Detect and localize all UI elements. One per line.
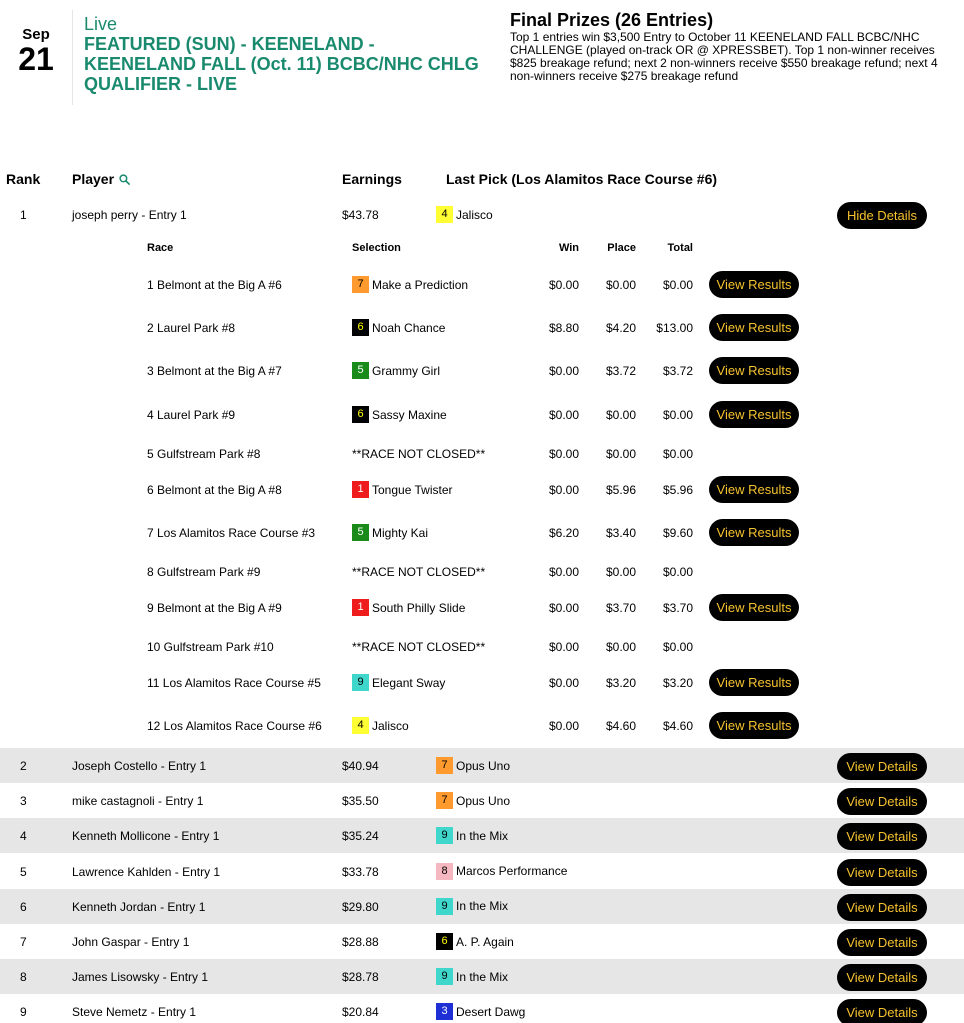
contest-title: FEATURED (SUN) - KEENELAND - KEENELAND FALL (Oct. 11) BCBC/NHC CHLG QUALIFIER - LIVE [84,34,479,94]
total-amount: $4.60 [662,719,693,733]
earnings-cell: $29.80 [342,899,379,914]
player-name: Lawrence Kahlden - Entry 1 [72,864,221,879]
win-amount: $0.00 [548,447,579,461]
detail-row [0,267,964,303]
date-month: Sep [22,26,50,43]
race-name: 7 Los Alamitos Race Course #3 [147,526,316,540]
view-details-button[interactable]: View Details [837,753,927,780]
leaderboard-row [0,959,964,994]
win-amount: $0.00 [548,408,579,422]
view-results-button[interactable]: View Results [709,712,799,739]
view-results-wrap [709,594,799,621]
post-position-badge: 7 [352,276,369,293]
view-details-button[interactable]: View Details [837,894,927,921]
view-details-button[interactable]: View Details [837,788,927,815]
leaderboard-row [0,994,964,1023]
player-name: James Lisowsky - Entry 1 [72,970,209,985]
view-results-button[interactable]: View Results [709,357,799,384]
view-results-wrap [709,712,799,739]
view-details-button[interactable]: View Details [837,964,927,991]
place-amount: $3.70 [605,601,636,615]
selection [352,481,453,498]
total-amount: $0.00 [662,278,693,292]
leaderboard-row [0,889,964,924]
horse-name: Make a Prediction [372,277,469,292]
view-results-wrap [709,669,799,696]
selection [352,319,445,336]
place-amount: $0.00 [605,408,636,422]
win-amount: $0.00 [548,719,579,733]
post-position-badge: 6 [436,933,453,950]
col-header-player [72,171,130,187]
last-pick [436,206,493,223]
detail-row [0,629,964,665]
selection [352,674,445,691]
total-amount: $9.60 [662,526,693,540]
details-col-race: Race [147,242,174,254]
place-amount: $3.20 [605,676,636,690]
detail-row [0,665,964,701]
view-results-button[interactable]: View Results [709,476,799,503]
win-amount: $0.00 [548,483,579,497]
view-details-wrap [837,823,927,850]
view-details-wrap [837,999,927,1023]
earnings-cell: $35.50 [342,794,379,809]
last-pick [436,968,508,985]
total-amount: $0.00 [662,447,693,461]
detail-row [0,515,964,551]
horse-name: Sassy Maxine [372,407,447,422]
race-name: 5 Gulfstream Park #8 [147,447,261,461]
earnings-cell: $33.78 [342,864,379,879]
leaderboard-row [0,924,964,959]
prizes-text: Top 1 entries win $3,500 Entry to October 11 KEENELAND FALL BCBC/NHC CHALLENGE (played on-track OR @ XPRESSBET). Top 1 non-winner receives $825 breakage refund; next 2 non-winners receive $550 breakage refund; next 4 non-winners receive $275 breakage refund [510,30,938,83]
post-position-badge: 5 [352,362,369,379]
horse-name: Elegant Sway [372,675,446,690]
col-header-last-pick: Last Pick (Los Alamitos Race Course #6) [446,171,718,187]
selection [352,406,447,423]
race-name: 1 Belmont at the Big A #6 [147,278,282,292]
view-details-wrap [837,788,927,815]
rank-cell: 2 [20,759,27,773]
post-position-badge: 1 [352,481,369,498]
race-name: 4 Laurel Park #9 [147,408,236,422]
contest-header [84,14,484,94]
total-amount: $13.00 [656,321,693,335]
detail-row [0,554,964,590]
details-col-place: Place [607,242,636,254]
horse-name: Jalisco [372,718,409,733]
horse-name: Opus Uno [456,758,511,773]
view-details-wrap [837,964,927,991]
col-header-earnings: Earnings [342,171,402,187]
earnings-cell: $40.94 [342,759,379,773]
rank-cell: 6 [20,899,27,914]
total-amount: $3.72 [662,364,693,378]
rank-cell: 3 [20,794,27,809]
prizes-block [510,10,940,83]
total-amount: $3.70 [662,601,693,615]
last-pick [436,933,514,950]
view-results-button[interactable]: View Results [709,669,799,696]
post-position-badge: 6 [352,319,369,336]
horse-name: Opus Uno [456,793,511,808]
post-position-badge: 8 [436,863,453,880]
player-name: joseph perry - Entry 1 [72,208,187,222]
place-amount: $5.96 [605,483,636,497]
leaderboard-row [0,783,964,818]
horse-name: A. P. Again [456,934,514,949]
view-results-button[interactable]: View Results [709,594,799,621]
total-amount: $0.00 [662,408,693,422]
detail-row [0,590,964,626]
post-position-badge: 6 [352,406,369,423]
selection [352,276,468,293]
detail-row [0,472,964,508]
view-details-button[interactable]: View Details [837,823,927,850]
earnings-cell: $28.88 [342,935,379,949]
leaderboard-row [0,854,964,889]
contest-status: Live [84,14,118,34]
view-results-wrap [709,271,799,298]
horse-name: In the Mix [456,828,509,843]
win-amount: $0.00 [548,601,579,615]
win-amount: $6.20 [548,526,579,540]
rank-cell: 7 [20,935,27,949]
selection [352,599,465,616]
last-pick [436,898,508,915]
view-results-wrap [709,314,799,341]
detail-row [0,708,964,744]
post-position-badge: 5 [352,524,369,541]
race-not-closed: **RACE NOT CLOSED** [352,565,486,579]
race-name: 12 Los Alamitos Race Course #6 [147,719,322,733]
win-amount: $0.00 [548,640,579,654]
win-amount: $0.00 [548,676,579,690]
total-amount: $0.00 [662,565,693,579]
earnings-cell: $35.24 [342,829,379,844]
details-col-total: Total [667,242,693,254]
view-details-wrap [837,753,927,780]
leaderboard-row-expanded [0,197,964,232]
post-position-badge: 9 [436,968,453,985]
horse-name: Marcos Performance [456,864,568,879]
rank-cell: 9 [20,1005,27,1020]
view-results-wrap [709,476,799,503]
view-results-wrap [709,401,799,428]
race-name: 9 Belmont at the Big A #9 [147,601,282,615]
win-amount: $0.00 [548,565,579,579]
detail-row [0,397,964,433]
rank-cell: 8 [20,970,27,985]
last-pick [436,757,510,774]
race-not-closed: **RACE NOT CLOSED** [352,640,486,654]
place-amount: $0.00 [605,640,636,654]
place-amount: $3.72 [605,364,636,378]
last-pick [436,863,567,880]
detail-row [0,353,964,389]
rank-cell: 1 [20,208,27,222]
last-pick [436,1003,525,1020]
view-details-wrap [837,929,927,956]
view-results-button[interactable]: View Results [709,401,799,428]
horse-name: Noah Chance [372,320,446,335]
view-details-button[interactable]: View Details [837,859,927,886]
leaderboard-row [0,818,964,853]
prizes-title: Final Prizes (26 Entries) [510,10,714,30]
win-amount: $8.80 [548,321,579,335]
date-day: 21 [18,41,54,77]
view-details-wrap [837,894,927,921]
race-name: 8 Gulfstream Park #9 [147,565,261,579]
place-amount: $0.00 [605,565,636,579]
race-name: 6 Belmont at the Big A #8 [147,483,282,497]
post-position-badge: 9 [436,898,453,915]
place-amount: $0.00 [605,278,636,292]
post-position-badge: 9 [436,827,453,844]
player-name: Steve Nemetz - Entry 1 [72,1005,197,1020]
view-details-button[interactable]: View Details [837,999,927,1023]
place-amount: $4.60 [605,719,636,733]
horse-name: South Philly Slide [372,600,466,615]
post-position-badge: 4 [436,206,453,223]
selection [352,524,428,541]
earnings-cell: $20.84 [342,1005,379,1020]
player-name: Kenneth Jordan - Entry 1 [72,899,206,914]
leaderboard-row [0,748,964,783]
view-results-button[interactable]: View Results [709,519,799,546]
win-amount: $0.00 [548,278,579,292]
earnings-cell: $28.78 [342,970,379,985]
details-col-selection: Selection [352,242,401,254]
detail-row [0,436,964,472]
last-pick [436,792,510,809]
col-header-player-label: Player [72,171,115,187]
race-not-closed: **RACE NOT CLOSED** [352,447,486,461]
race-name: 10 Gulfstream Park #10 [147,640,274,654]
view-details-button[interactable]: View Details [837,929,927,956]
view-results-button[interactable]: View Results [709,314,799,341]
horse-name: In the Mix [456,969,509,984]
total-amount: $5.96 [662,483,693,497]
rank-cell: 4 [20,829,27,844]
post-position-badge: 9 [352,674,369,691]
rank-cell: 5 [20,864,27,879]
post-position-badge: 7 [436,792,453,809]
horse-name: Grammy Girl [372,363,440,378]
earnings-cell: $43.78 [342,208,379,222]
horse-name: Desert Dawg [456,1004,526,1019]
post-position-badge: 1 [352,599,369,616]
selection [352,362,440,379]
player-name: mike castagnoli - Entry 1 [72,794,204,809]
race-name: 2 Laurel Park #8 [147,321,236,335]
race-name: 11 Los Alamitos Race Course #5 [147,676,321,690]
post-position-badge: 4 [352,717,369,734]
col-header-rank: Rank [6,171,41,187]
horse-name: Tongue Twister [372,482,453,497]
player-name: Joseph Costello - Entry 1 [72,759,207,773]
race-name: 3 Belmont at the Big A #7 [147,364,282,378]
title-divider [72,10,73,105]
search-icon[interactable] [119,174,130,185]
total-amount: $0.00 [662,640,693,654]
view-details-wrap [837,859,927,886]
place-amount: $4.20 [605,321,636,335]
win-amount: $0.00 [548,364,579,378]
detail-row [0,310,964,346]
player-name: John Gaspar - Entry 1 [72,935,190,949]
horse-name: In the Mix [456,899,509,914]
total-amount: $3.20 [662,676,693,690]
date-block [0,26,72,75]
place-amount: $3.40 [605,526,636,540]
selection [352,717,409,734]
last-pick [436,827,508,844]
view-results-wrap [709,519,799,546]
player-name: Kenneth Mollicone - Entry 1 [72,829,220,844]
horse-name: Jalisco [456,207,493,222]
view-results-wrap [709,357,799,384]
place-amount: $0.00 [605,447,636,461]
post-position-badge: 7 [436,757,453,774]
hide-details-button[interactable]: Hide Details [837,202,927,229]
post-position-badge: 3 [436,1003,453,1020]
view-results-button[interactable]: View Results [709,271,799,298]
details-col-win: Win [558,242,579,254]
horse-name: Mighty Kai [372,525,429,540]
